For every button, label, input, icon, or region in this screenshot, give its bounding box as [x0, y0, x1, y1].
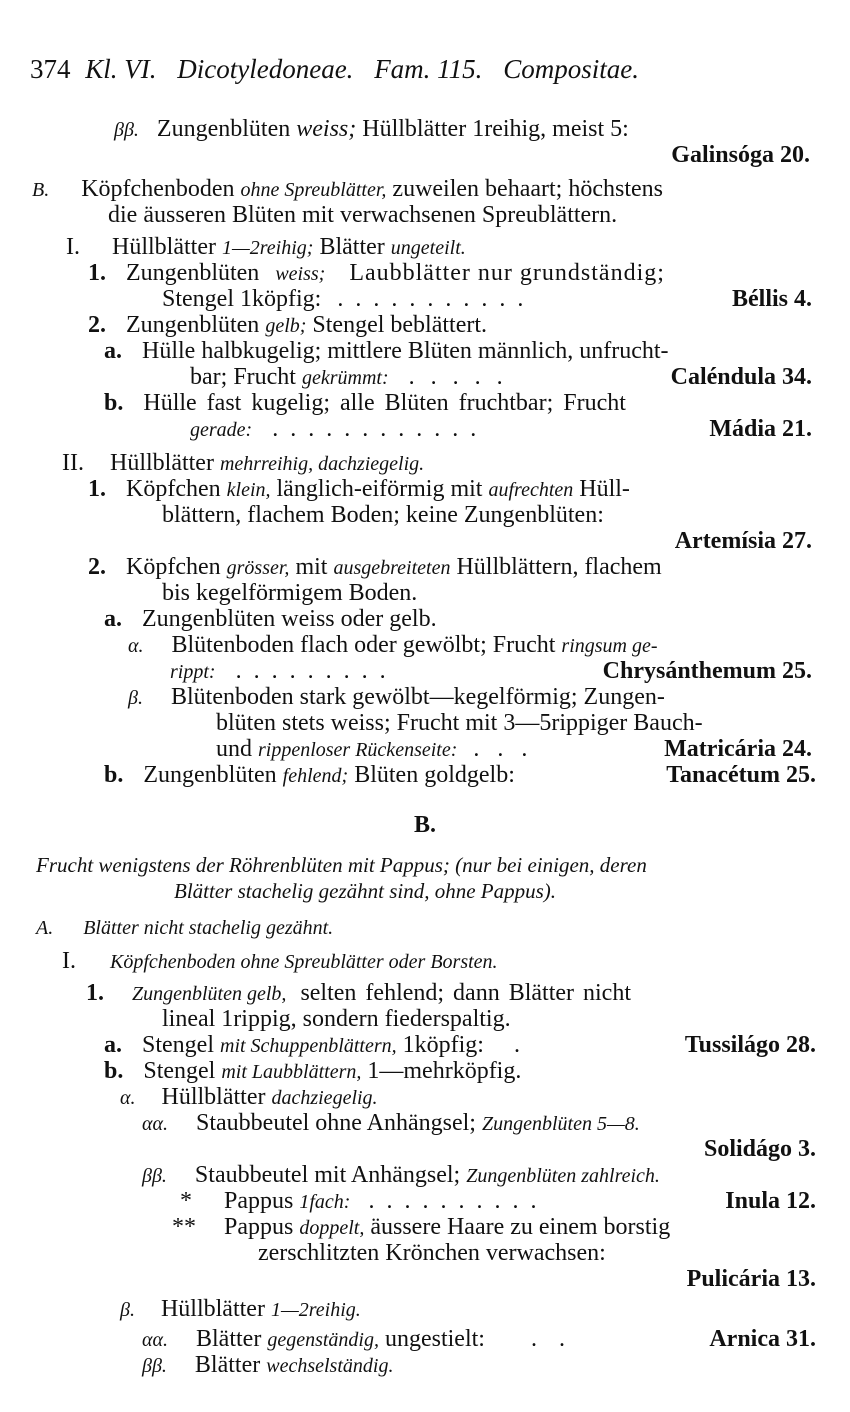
leader-dots: . . . . . . . . . — [235, 658, 389, 684]
key-text-italic: mit Laubblättern, — [221, 1061, 362, 1083]
key-line — [180, 1188, 539, 1215]
key-text: und — [216, 736, 252, 762]
key-marker: b. — [104, 390, 124, 416]
key-line: blättern, flachem Boden; keine Zungenblüten: — [162, 502, 604, 528]
key-marker: 1. — [88, 476, 106, 502]
key-line: die äusseren Blüten mit verwachsenen Spreublättern. — [108, 202, 618, 228]
key-line — [104, 338, 669, 364]
key-line — [142, 1352, 393, 1379]
key-text: 1—mehrköpfig. — [367, 1058, 522, 1084]
key-marker: β. — [120, 1299, 135, 1321]
key-line — [114, 116, 629, 143]
key-text-italic: gegenständig, — [267, 1329, 379, 1351]
key-marker: α. — [120, 1087, 136, 1109]
key-text: Zungenblüten — [156, 116, 291, 142]
key-text: Pappus — [224, 1214, 294, 1240]
key-line — [128, 632, 658, 659]
key-text: Köpfchen — [126, 476, 221, 502]
key-line — [128, 684, 665, 711]
key-text: Zungenblüten — [143, 762, 277, 788]
key-text-italic: aufrechten — [488, 479, 574, 501]
key-text: bar; Frucht — [190, 364, 296, 390]
key-text-italic: rippenloser Rückenseite: — [258, 739, 458, 761]
section-intro: Frucht wenigstens der Röhrenblüten mit Pappus; (nur bei einigen, deren — [36, 853, 647, 877]
key-text-italic: weiss; — [275, 263, 326, 285]
header-class: Kl. VI. — [85, 54, 157, 84]
key-text-italic: Blätter nicht stachelig gezähnt. — [83, 917, 334, 939]
leader-dots: . . — [530, 1326, 573, 1352]
key-text-italic: ausgebreiteten — [333, 557, 451, 579]
key-text-italic: fehlend; — [282, 765, 349, 787]
leader-dots: . . . . . — [408, 364, 508, 390]
section-intro: Blätter stachelig gezähnt sind, ohne Pappus). — [174, 879, 557, 903]
key-text: Stengel — [142, 1032, 214, 1058]
key-text-italic: gekrümmt: — [301, 367, 389, 389]
key-text: Köpfchenboden — [81, 176, 235, 202]
header-family: Compositae. — [503, 54, 639, 84]
key-text: Stengel 1köpfig: — [162, 286, 322, 312]
key-text-italic: ungeteilt. — [390, 237, 466, 259]
key-line — [216, 736, 533, 763]
key-marker: 1. — [86, 980, 104, 1006]
key-text: Hüllblätter — [160, 1296, 265, 1322]
key-text: Hüllblätter — [112, 234, 216, 260]
genus-name: Mádia 21. — [709, 416, 812, 442]
key-marker: a. — [104, 606, 122, 632]
key-text: Blütenboden stark gewölbt—kegelförmig; Zungen- — [170, 684, 665, 710]
key-marker: αα. — [142, 1113, 168, 1135]
key-text-italic: klein, — [226, 479, 271, 501]
genus-name: Artemísia 27. — [674, 528, 812, 554]
key-text-italic: Zungenblüten 5—8. — [481, 1113, 640, 1135]
key-text-italic: gerade: — [190, 419, 253, 441]
key-text-italic: grösser, — [226, 557, 290, 579]
key-marker: b. — [104, 1058, 124, 1084]
key-text-italic: Köpfchenboden ohne Spreublätter oder Borsten. — [110, 951, 498, 973]
genus-name: Arnica 31. — [709, 1326, 816, 1352]
genus-name: Chrysánthemum 25. — [602, 658, 812, 684]
key-text: Hülle halbkugelig; mittlere Blüten männlich, unfrucht- — [142, 338, 669, 364]
key-text-italic: 1fach: — [299, 1191, 351, 1213]
leader-dots: . . . . . . . . . . . — [337, 286, 527, 312]
key-text: Hüllblätter — [109, 450, 214, 476]
key-line — [172, 1214, 670, 1241]
key-line — [104, 606, 437, 632]
genus-name: Galinsóga 20. — [671, 142, 810, 168]
key-line — [88, 260, 810, 287]
key-text: mit — [295, 554, 328, 580]
key-line: zerschlitzten Krönchen verwachsen: — [258, 1240, 606, 1266]
key-line — [62, 948, 498, 975]
genus-name: Béllis 4. — [731, 286, 812, 312]
key-text: zuweilen behaart; höchstens — [392, 176, 663, 202]
key-text: Hüllblätter — [161, 1084, 266, 1110]
key-marker: 2. — [88, 312, 106, 338]
key-text: Blätter — [319, 234, 385, 260]
key-line — [104, 762, 515, 789]
key-line — [86, 980, 631, 1007]
genus-name: Tussilágo 28. — [684, 1032, 816, 1058]
key-text-italic: 1—2reihig. — [270, 1299, 361, 1321]
header-subclass: Dicotyledoneae. — [177, 54, 354, 84]
key-text: Staubbeutel mit Anhängsel; — [194, 1162, 461, 1188]
key-line — [62, 450, 424, 477]
key-line — [104, 390, 626, 416]
key-line — [88, 554, 662, 581]
key-marker: II. — [62, 450, 84, 476]
key-line — [170, 658, 389, 685]
key-line — [120, 1296, 361, 1323]
key-line: blüten stets weiss; Frucht mit 3—5rippiger Bauch- — [216, 710, 703, 736]
key-text: Zungenblüten weiss oder gelb. — [142, 606, 437, 632]
key-line — [88, 476, 630, 503]
key-marker: I. — [66, 234, 80, 260]
key-marker: I. — [62, 948, 76, 974]
key-marker: b. — [104, 762, 124, 788]
key-line — [88, 312, 487, 339]
page-number: 374 — [30, 54, 71, 84]
key-line — [142, 1110, 640, 1137]
key-text-italic: doppelt, — [299, 1217, 365, 1239]
leader-dots: . . . . . . . . . . . . — [272, 416, 480, 442]
leader-dots: . . . — [473, 736, 534, 762]
key-line — [120, 1084, 378, 1111]
key-text-italic: ringsum ge- — [561, 635, 658, 657]
key-marker: B. — [32, 179, 50, 201]
key-line — [104, 1058, 521, 1085]
key-text: Zungenblüten — [126, 312, 260, 338]
key-text-italic: dachziegelig. — [271, 1087, 378, 1109]
key-text: Hüll- — [579, 476, 630, 502]
key-marker: * — [180, 1188, 192, 1214]
key-text-italic: 1—2reihig; — [221, 237, 314, 259]
key-line: bis kegelförmigem Boden. — [162, 580, 418, 606]
key-text-italic: rippt: — [170, 661, 216, 683]
key-text-italic: gelb; — [265, 315, 307, 337]
key-text-italic: ohne Spreublätter, — [240, 179, 387, 201]
key-marker: ** — [172, 1214, 196, 1240]
genus-name: Inula 12. — [725, 1188, 816, 1214]
key-line — [32, 176, 663, 203]
leader-dots: . . . . . . . . . . — [368, 1188, 540, 1214]
key-text-italic: weiss; — [296, 116, 357, 142]
key-text: Zungenblüten — [126, 260, 260, 286]
key-text: 1köpfig: — [402, 1032, 484, 1058]
key-line — [36, 914, 333, 941]
key-text-italic: mehrreihig, dachziegelig. — [219, 453, 425, 475]
key-marker: 2. — [88, 554, 106, 580]
leader-dots: . — [513, 1032, 520, 1058]
header-family-number: Fam. 115. — [374, 54, 483, 84]
key-text: länglich-eiförmig mit — [276, 476, 483, 502]
key-marker: ββ. — [142, 1165, 167, 1187]
key-marker: ββ. — [142, 1355, 167, 1377]
key-line — [142, 1162, 660, 1189]
key-line — [66, 234, 466, 261]
key-marker: β. — [128, 687, 143, 709]
key-marker: A. — [36, 917, 54, 939]
key-text: äussere Haare zu einem borstig — [370, 1214, 671, 1240]
key-marker: a. — [104, 1032, 122, 1058]
section-heading: B. — [413, 812, 436, 838]
key-marker: αα. — [142, 1329, 168, 1351]
genus-name: Pulicária 13. — [686, 1266, 816, 1292]
genus-name: Caléndula 34. — [670, 364, 812, 390]
key-text-italic: mit Schuppenblättern, — [220, 1035, 397, 1057]
key-text: Staubbeutel ohne Anhängsel; — [196, 1110, 476, 1136]
running-header — [30, 56, 639, 82]
key-text: ungestielt: — [384, 1326, 485, 1352]
key-text: Hüllblätter 1reihig, meist 5: — [362, 116, 629, 142]
key-text-italic: Zungenblüten zahlreich. — [466, 1165, 660, 1187]
key-line — [104, 1032, 520, 1059]
key-text: Laubblätter nur grundständig; — [349, 260, 665, 286]
key-text: Stengel — [143, 1058, 216, 1084]
key-text: Hüllblättern, flachem — [456, 554, 662, 580]
genus-name: Tanacétum 25. — [666, 762, 816, 788]
key-marker: α. — [128, 635, 144, 657]
key-text: Blütenboden flach oder gewölbt; Frucht — [171, 632, 556, 658]
key-text: Blüten goldgelb: — [354, 762, 515, 788]
key-line: lineal 1rippig, sondern fiederspaltig. — [162, 1006, 511, 1032]
key-line — [162, 286, 526, 312]
key-text: Hülle fast kugelig; alle Blüten fruchtbar; Frucht — [143, 390, 626, 416]
key-text-italic: wechselständig. — [266, 1355, 394, 1377]
key-text: Köpfchen — [126, 554, 221, 580]
key-marker: ββ. — [114, 119, 139, 141]
key-text-italic: Zungenblüten gelb, — [132, 983, 287, 1005]
key-line — [142, 1326, 573, 1353]
key-line — [190, 364, 508, 391]
key-marker: 1. — [88, 260, 106, 286]
genus-name: Matricária 24. — [664, 736, 812, 762]
key-marker: a. — [104, 338, 122, 364]
key-text: Stengel beblättert. — [312, 312, 488, 338]
genus-name: Solidágo 3. — [703, 1136, 816, 1162]
key-text: Pappus — [224, 1188, 294, 1214]
key-text: Blätter — [196, 1326, 262, 1352]
key-text: selten fehlend; dann Blätter nicht — [300, 980, 631, 1006]
key-line — [190, 416, 479, 443]
key-text: Blätter — [194, 1352, 261, 1378]
